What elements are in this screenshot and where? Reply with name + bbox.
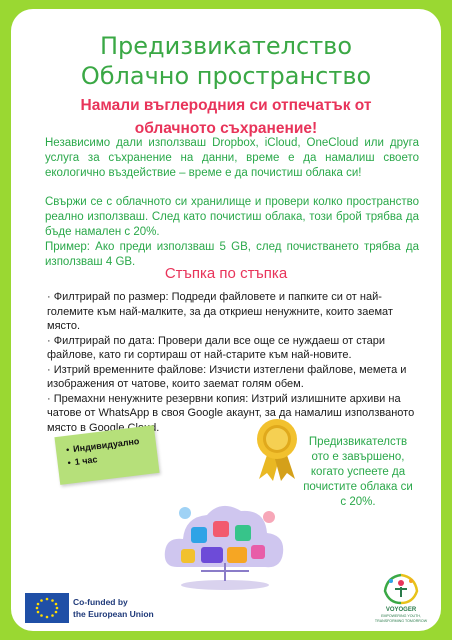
subtitle-line-1: Намали въглеродния си отпечатък от	[80, 97, 372, 114]
subtitle-line-2: облачното съхранение!	[134, 120, 318, 137]
eu-funding-logo	[25, 593, 185, 627]
completion-text: Предизвикателств ото е завършено, когато успеете да почистите облака си с 20%.	[303, 436, 413, 508]
voyoger-logo-icon	[373, 569, 429, 607]
step-item: · Премахни ненужните резервни копия: Изтрий излишните архиви на чатове от WhatsApp в своя Google акаунт, за да намалиш използваното място в Google Cloud.	[47, 392, 415, 434]
note-item: • Индивидуално	[65, 433, 156, 457]
org-tagline: EMPOWERING YOUTH, TRANSFORMING TOMORROW	[374, 614, 428, 623]
cloud-apps-illustration	[161, 493, 289, 593]
eu-line-2: the European Union	[73, 609, 154, 619]
title-line-2: Облачно пространство	[80, 62, 372, 90]
note-item: • 1 час	[67, 446, 158, 470]
eu-flag-icon	[25, 593, 69, 623]
gold-medal-icon	[253, 417, 301, 483]
step-item: · Изтрий временните файлове: Изчисти изтеглени файлове, мемета и изображения от чатове, които заемат голям обем.	[47, 363, 407, 390]
eu-funding-text	[73, 596, 154, 620]
example-paragraph: Пример: Ако преди използваш 5 GB, след почистването трябва да използваш 4 GB.	[45, 241, 419, 268]
voyoger-logo	[373, 569, 429, 629]
title-line-1: Предизвикателство	[99, 32, 353, 60]
eu-line-1: Co-funded by	[73, 597, 128, 607]
challenge-card	[11, 9, 441, 631]
task-paragraph: Свържи се с облачното си хранилище и провери колко пространство реално използваш. След като почистиш облака, този брой трябва да бъде намален с 20%.	[45, 196, 419, 238]
steps-list	[47, 290, 427, 435]
intro-paragraph: Независимо дали използваш Dropbox, iCloud, OneCloud или друга услуга за съхранение на данни, време е да намалиш своето екологично въздействие – време е да почистиш облака си!	[45, 137, 419, 179]
step-item: · Филтрирай по дата: Провери дали все още се нуждаеш от стари файлове, като ги сортираш от най-старите към най-новите.	[47, 334, 386, 361]
steps-title: Стъпка по стъпка	[164, 265, 288, 282]
org-name: VOYOGER	[385, 607, 417, 613]
step-item: · Филтрирай по размер: Подреди файловете и папките си от най-големите към най-малките, за да откриеш ненужните, които заемат място.	[47, 291, 393, 332]
